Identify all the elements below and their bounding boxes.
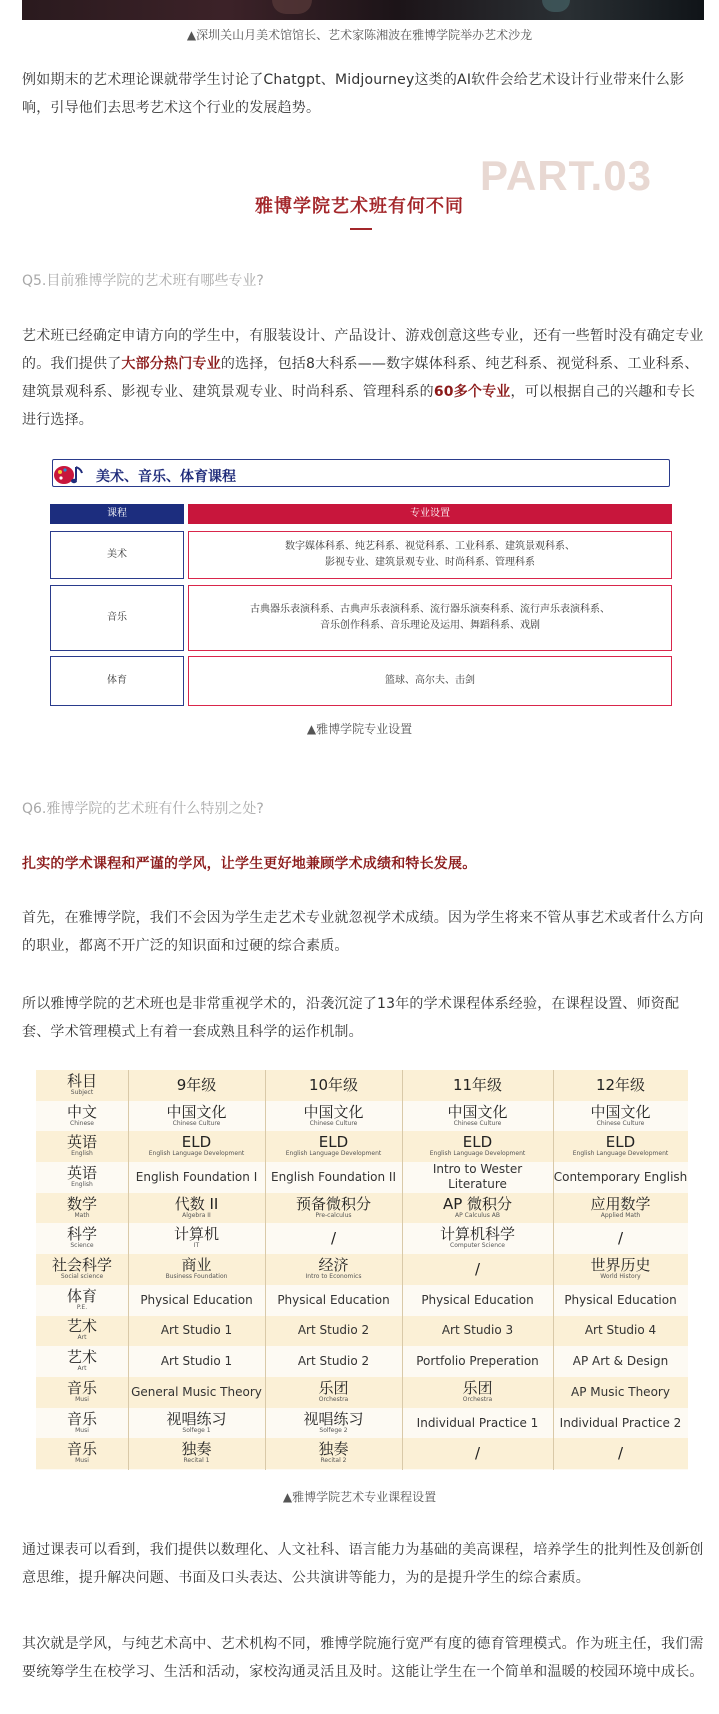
majors-caption: ▲雅博学院专业设置 bbox=[306, 722, 413, 736]
course-grade-cell: 视唱练习 Solfege 2 bbox=[303, 1409, 364, 1434]
course-grade-cell: 10年级 bbox=[308, 1075, 359, 1094]
majors-row-course: 美术 bbox=[50, 531, 184, 579]
course-grade-cell: 乐团 Orchestra bbox=[318, 1378, 349, 1403]
question-q6: Q6.雅博学院的艺术班有什么特别之处? bbox=[22, 801, 264, 817]
course-table-row bbox=[36, 1254, 688, 1285]
course-grade-cell: Art Studio 2 bbox=[297, 1323, 370, 1338]
course-grade-cell: ELD English Language Development bbox=[572, 1133, 669, 1158]
course-grade-cell: Physical Education bbox=[277, 1292, 390, 1307]
last-paragraph: 其次就是学风，与纯艺术高中、艺术机构不同，雅博学院施行宽严有度的德育管理模式。作为班主任，我们需要统筹学生在校学习、生活和活动，家校沟通灵活且及时。这能让学生在一个简单和温暖的校园环境中成长。 bbox=[22, 1636, 704, 1680]
section-title: 雅博学院艺术班有何不同 bbox=[255, 196, 464, 217]
course-grade-cell: Intro to Wester Literature bbox=[432, 1162, 523, 1192]
majors-row-course: 体育 bbox=[50, 656, 184, 706]
course-grade-cell: ELD English Language Development bbox=[148, 1133, 245, 1158]
course-grade-cell: English Foundation I bbox=[135, 1169, 258, 1184]
question-q5: Q5.目前雅博学院的艺术班有哪些专业? bbox=[22, 273, 264, 289]
course-grade-cell: Physical Education bbox=[421, 1292, 534, 1307]
course-grade-cell: 商业 Business Foundation bbox=[165, 1256, 228, 1281]
course-subject-cell: 数学 Math bbox=[66, 1194, 97, 1219]
course-subject-cell: 英语 English bbox=[66, 1133, 97, 1158]
course-grade-cell: 视唱练习 Solfege 1 bbox=[166, 1409, 227, 1434]
course-grade-cell: 独奏 Recital 1 bbox=[181, 1440, 212, 1465]
course-subject-cell: 科学 Science bbox=[66, 1225, 97, 1250]
course-grade-cell: / bbox=[617, 1444, 624, 1463]
summary-paragraph: 通过课表可以看到，我们提供以数理化、人文社科、语言能力为基础的美高课程，培养学生的批判性及创新创意思维，提升解决问题、书面及口头表达、公共演讲等能力，为的是提升学生的综合素质。 bbox=[22, 1542, 704, 1586]
course-grade-cell: / bbox=[474, 1260, 481, 1279]
course-grade-cell: General Music Theory bbox=[131, 1384, 262, 1399]
course-subject-cell: 音乐 Musi bbox=[66, 1409, 97, 1434]
course-subject-cell: 科目 Subject bbox=[66, 1071, 97, 1096]
course-table-row bbox=[36, 1224, 688, 1255]
course-table-divider bbox=[553, 1070, 554, 1470]
course-table-row bbox=[36, 1193, 688, 1224]
photo-caption: ▲深圳关山月美术馆馆长、艺术家陈湘波在雅博学院举办艺术沙龙 bbox=[186, 28, 533, 42]
intro-paragraph: 例如期末的艺术理论课就带学生讨论了Chatgpt、Midjourney这类的AI软件会给艺术设计行业带来什么影响，引导他们去思考艺术这个行业的发展趋势。 bbox=[22, 72, 685, 116]
course-grade-cell: Art Studio 2 bbox=[297, 1354, 370, 1369]
course-table-row bbox=[36, 1131, 688, 1162]
course-schedule-table bbox=[36, 1070, 688, 1470]
course-subject-cell: 中文 Chinese bbox=[66, 1102, 97, 1127]
course-grade-cell: 代数 II Algebra II bbox=[174, 1194, 219, 1219]
majors-col-course: 课程 bbox=[50, 504, 184, 524]
part-label: PART.03 bbox=[480, 152, 652, 199]
course-grade-cell: 世界历史 World History bbox=[590, 1256, 651, 1281]
course-grade-cell: Art Studio 4 bbox=[584, 1323, 657, 1338]
course-table-row bbox=[36, 1316, 688, 1347]
course-subject-cell: 社会科学 Social science bbox=[51, 1256, 112, 1281]
course-grade-cell: 经济 Intro to Economics bbox=[305, 1256, 362, 1281]
course-table-divider bbox=[265, 1070, 266, 1470]
course-subject-cell: 音乐 Musi bbox=[66, 1440, 97, 1465]
course-grade-cell: 预备微积分 Pre-calculus bbox=[295, 1194, 371, 1219]
course-subject-cell: 音乐 Musi bbox=[66, 1378, 97, 1403]
course-grade-cell: 计算机科学 Computer Science bbox=[439, 1225, 515, 1250]
course-table-row bbox=[36, 1438, 688, 1469]
course-grade-cell: / bbox=[617, 1229, 624, 1248]
course-grade-cell: ELD English Language Development bbox=[285, 1133, 382, 1158]
q5-paragraph: 艺术班已经确定申请方向的学生中，有服装设计、产品设计、游戏创意这些专业，还有一些暂时没有确定专业的。我们提供了大部分热门专业的选择，包括8大科系——数字媒体科系、纯艺科系、视觉科系、工业科系、建筑景观科系、影视专业、建筑景观专业、时尚科系、管理科系的60多个专业，可以根据自己的兴趣和专长进行选择。 bbox=[22, 328, 704, 428]
salon-photo bbox=[22, 0, 704, 20]
course-grade-cell: 9年级 bbox=[176, 1075, 217, 1094]
course-table-divider bbox=[402, 1070, 403, 1470]
course-grade-cell: 独奏 Recital 2 bbox=[318, 1440, 349, 1465]
course-grade-cell: 中国文化 Chinese Culture bbox=[447, 1102, 508, 1127]
course-table-row bbox=[36, 1408, 688, 1439]
course-grade-cell: 中国文化 Chinese Culture bbox=[303, 1102, 364, 1127]
course-table-row bbox=[36, 1346, 688, 1377]
course-grade-cell: / bbox=[330, 1229, 337, 1248]
course-grade-cell: 中国文化 Chinese Culture bbox=[590, 1102, 651, 1127]
course-grade-cell: English Foundation II bbox=[270, 1169, 397, 1184]
majors-row-list: 古典器乐表演科系、古典声乐表演科系、流行器乐演奏科系、流行声乐表演科系、 音乐创作科系、音乐理论及运用、舞蹈科系、戏剧 bbox=[188, 585, 672, 651]
course-grade-cell: AP Art & Design bbox=[572, 1354, 669, 1369]
course-table-caption: ▲雅博学院艺术专业课程设置 bbox=[282, 1490, 437, 1504]
course-table-divider bbox=[128, 1070, 129, 1470]
course-grade-cell: 12年级 bbox=[595, 1075, 646, 1094]
course-grade-cell: 应用数学 Applied Math bbox=[590, 1194, 651, 1219]
course-subject-cell: 体育 P.E. bbox=[66, 1286, 97, 1311]
course-grade-cell: Art Studio 1 bbox=[160, 1354, 233, 1369]
course-grade-cell: Individual Practice 1 bbox=[416, 1415, 539, 1430]
highlight-60-majors: 60多个专业 bbox=[433, 384, 511, 400]
course-table-row bbox=[36, 1285, 688, 1316]
course-grade-cell: AP 微积分 AP Calculus AB bbox=[442, 1194, 513, 1219]
art-music-icon bbox=[52, 463, 86, 487]
course-subject-cell: 艺术 Art bbox=[66, 1317, 97, 1342]
course-grade-cell: Contemporary English bbox=[553, 1169, 688, 1184]
course-grade-cell: 11年级 bbox=[452, 1075, 503, 1094]
majors-header-title: 美术、音乐、体育课程 bbox=[96, 469, 236, 485]
q6-paragraph-1: 首先，在雅博学院，我们不会因为学生走艺术专业就忽视学术成绩。因为学生将来不管从事艺术或者什么方向的职业，都离不开广泛的知识面和过硬的综合素质。 bbox=[22, 910, 704, 954]
course-subject-cell: 英语 English bbox=[66, 1163, 97, 1188]
course-grade-cell: / bbox=[474, 1444, 481, 1463]
majors-row-list: 篮球、高尔夫、击剑 bbox=[188, 656, 672, 706]
course-grade-cell: ELD English Language Development bbox=[429, 1133, 526, 1158]
majors-col-majors: 专业设置 bbox=[188, 504, 672, 524]
course-table-row bbox=[36, 1377, 688, 1408]
q6-highlight: 扎实的学术课程和严谨的学风，让学生更好地兼顾学术成绩和特长发展。 bbox=[22, 856, 477, 872]
course-grade-cell: Art Studio 1 bbox=[160, 1323, 233, 1338]
course-grade-cell: Physical Education bbox=[564, 1292, 677, 1307]
course-grade-cell: 计算机 IT bbox=[173, 1225, 219, 1250]
highlight-hot-majors: 大部分热门专业 bbox=[121, 356, 221, 372]
section-title-underline bbox=[350, 228, 372, 230]
course-grade-cell: Art Studio 3 bbox=[441, 1323, 514, 1338]
course-grade-cell: 乐团 Orchestra bbox=[462, 1378, 493, 1403]
course-grade-cell: 中国文化 Chinese Culture bbox=[166, 1102, 227, 1127]
majors-row-list: 数字媒体科系、纯艺科系、视觉科系、工业科系、建筑景观科系、 影视专业、建筑景观专业、时尚科系、管理科系 bbox=[188, 531, 672, 579]
course-grade-cell: Physical Education bbox=[140, 1292, 253, 1307]
course-grade-cell: Portfolio Preperation bbox=[416, 1354, 539, 1369]
q6-paragraph-2: 所以雅博学院的艺术班也是非常重视学术的，沿袭沉淀了13年的学术课程体系经验，在课程设置、师资配套、学术管理模式上有着一套成熟且科学的运作机制。 bbox=[22, 996, 680, 1040]
course-grade-cell: AP Music Theory bbox=[571, 1384, 670, 1399]
course-table-row bbox=[36, 1101, 688, 1132]
course-subject-cell: 艺术 Art bbox=[66, 1348, 97, 1373]
course-table-row bbox=[36, 1162, 688, 1193]
majors-row-course: 音乐 bbox=[50, 585, 184, 651]
course-table-header bbox=[36, 1070, 688, 1101]
course-grade-cell: Individual Practice 2 bbox=[559, 1415, 682, 1430]
